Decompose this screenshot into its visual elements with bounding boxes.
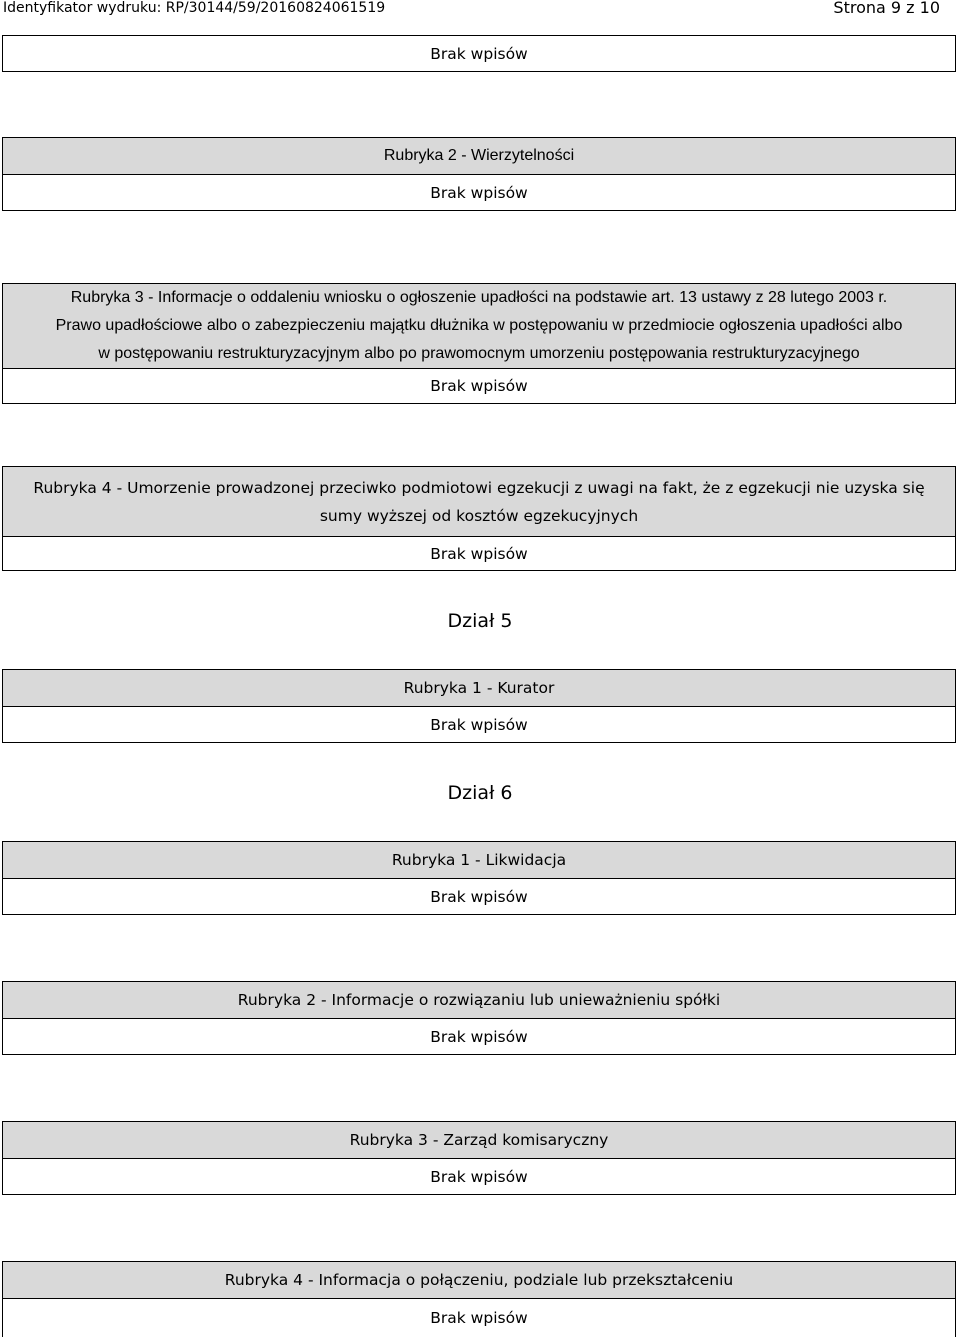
- rubric-4-title: Rubryka 4 - Umorzenie prowadzonej przeciwko podmiotowi egzekucji z uwagi na fakt, że z egzekucji nie uzyska się sumy wyższej od kosztów egzekucyjnych: [3, 467, 955, 537]
- rubric-3-box: [2, 283, 956, 404]
- page-number: Strona 9 z 10: [833, 0, 940, 17]
- section-6-rubric-2-title: Rubryka 2 - Informacje o rozwiązaniu lub unieważnieniu spółki: [3, 982, 955, 1019]
- section-6-rubric-1-title: Rubryka 1 - Likwidacja: [3, 842, 955, 879]
- section-6-rubric-1-box: [2, 841, 956, 915]
- empty-entry: Brak wpisów: [430, 544, 528, 563]
- rubric-2-box: [2, 137, 956, 211]
- section-6-rubric-2-box: [2, 981, 956, 1055]
- empty-entry: Brak wpisów: [430, 715, 528, 734]
- rubric-4-box: [2, 466, 956, 571]
- section-6-title: Dział 6: [447, 782, 513, 804]
- empty-entry: Brak wpisów: [430, 1027, 528, 1046]
- section-5-title: Dział 5: [447, 610, 513, 632]
- empty-entry: Brak wpisów: [430, 1167, 528, 1186]
- rubric-3-title: Rubryka 3 - Informacje o oddaleniu wniosku o ogłoszenie upadłości na podstawie art. 13 ustawy z 28 lutego 2003 r. Prawo upadłościowe albo o zabezpieczeniu majątku dłużnika w postępowaniu w przedmiocie ogłoszenia upadłości albo w postępowaniu restrukturyzacyjnym albo po prawomocnym umorzeniu postępowania restrukturyzacyjnego: [3, 284, 955, 369]
- section-5-rubric-1-title: Rubryka 1 - Kurator: [3, 670, 955, 707]
- section-6-rubric-4-title: Rubryka 4 - Informacja o połączeniu, podziale lub przekształceniu: [3, 1262, 955, 1299]
- rubric-2-title: Rubryka 2 - Wierzytelności: [3, 138, 955, 175]
- print-identifier: Identyfikator wydruku: RP/30144/59/20160824061519: [3, 0, 386, 16]
- section-6-rubric-4-box: [2, 1261, 956, 1337]
- empty-entry: Brak wpisów: [430, 44, 528, 63]
- entry-box-continued: [2, 35, 956, 72]
- section-5-rubric-1-box: [2, 669, 956, 743]
- empty-entry: Brak wpisów: [430, 887, 528, 906]
- section-6-rubric-3-title: Rubryka 3 - Zarząd komisaryczny: [3, 1122, 955, 1159]
- empty-entry: Brak wpisów: [430, 1308, 528, 1327]
- section-6-rubric-3-box: [2, 1121, 956, 1195]
- empty-entry: Brak wpisów: [430, 183, 528, 202]
- empty-entry: Brak wpisów: [430, 377, 528, 395]
